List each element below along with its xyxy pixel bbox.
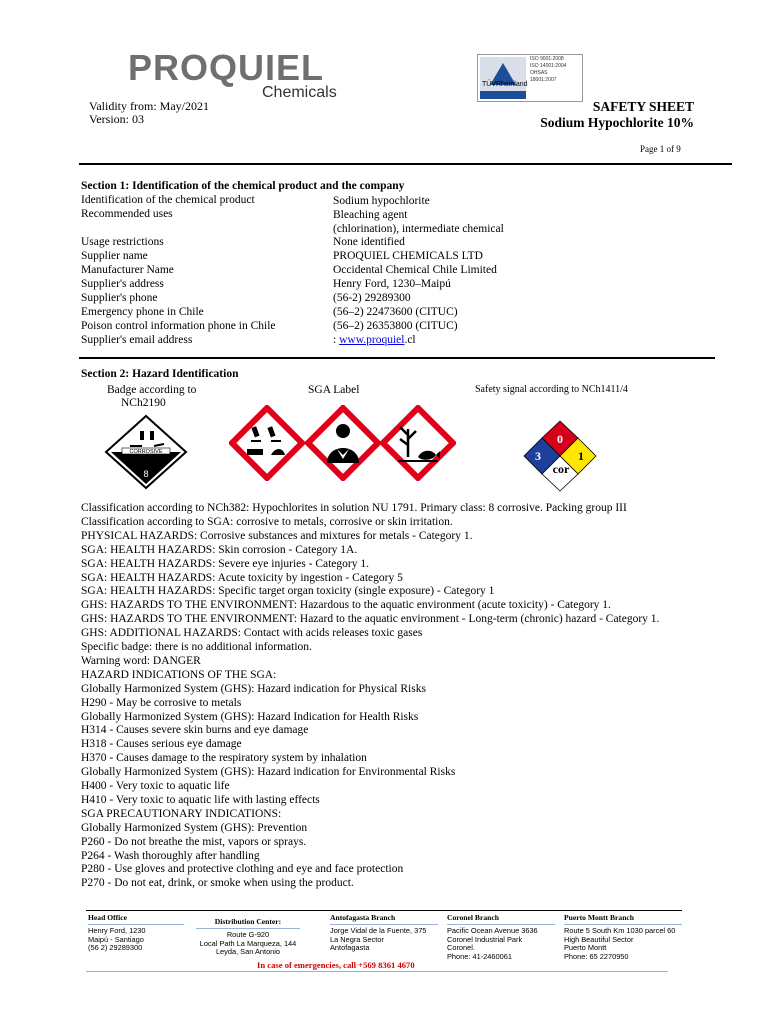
footer-line: Coronel.: [447, 943, 475, 953]
emergency-contact: In case of emergencies, call +569 8361 4670: [257, 960, 415, 970]
cert-line: ISO 9001:2008: [530, 56, 564, 62]
supplier-website-link[interactable]: www.proquiel: [339, 334, 405, 346]
signal-label: Safety signal according to NCh1411/4: [475, 384, 628, 395]
row-label: Supplier name: [81, 250, 148, 262]
footer-line: La Negra Sector: [330, 934, 384, 944]
footer-underline: [196, 928, 300, 929]
footer-distribution: [196, 918, 300, 957]
hazard-line: H400 - Very toxic to aquatic life: [81, 780, 230, 792]
hazard-line: SGA: HEALTH HAZARDS: Skin corrosion - Category 1A.: [81, 543, 358, 556]
row-value: None identified: [333, 236, 405, 248]
footer-line: Antofagasta: [330, 943, 370, 953]
row-value: (56-2) 29289300: [333, 292, 411, 304]
row-label: Recommended uses: [81, 208, 173, 220]
company-logo-subtitle: Chemicals: [262, 85, 337, 99]
hazard-line: Classification according to NCh382: Hypochlorites in solution NU 1791. Primary class: 8 corrosive. Packing group III: [81, 502, 627, 514]
tuv-name: TÜVRheinland: [482, 81, 528, 88]
corrosive-placard-icon: [104, 414, 188, 490]
footer-line: Maipú - Santiago: [88, 934, 144, 944]
hazard-line: SGA PRECAUTIONARY INDICATIONS:: [81, 807, 282, 820]
hazard-line: Specific badge: there is no additional information.: [81, 641, 312, 653]
footer-underline: [447, 924, 555, 925]
row-value: (56–2) 22473600 (CITUC): [333, 306, 458, 318]
hazard-line: H314 - Causes severe skin burns and eye damage: [81, 724, 309, 737]
footer-line: Puerto Montt: [564, 943, 607, 953]
row-value: Henry Ford, 1230–Maipú: [333, 278, 451, 290]
section-1-heading: Section 1: Identification of the chemical product and the company: [81, 180, 405, 192]
hazard-line: Classification according to SGA: corrosive to metals, corrosive or skin irritation.: [81, 515, 453, 528]
footer-line: High Beautiful Sector: [564, 934, 634, 944]
cert-line: ISO 14001:2004: [530, 63, 567, 69]
placard-text: CORROSIVE: [129, 449, 163, 455]
footer-line: Route G-920: [226, 930, 270, 940]
footer-line: (56 2) 29289300: [88, 943, 143, 953]
hazard-line: P264 - Wash thoroughly after handling: [81, 849, 260, 862]
ghs-environment-pictogram-icon: [380, 405, 456, 481]
tuv-logo: [480, 57, 526, 91]
footer-title: Puerto Montt Branch: [564, 913, 635, 922]
page-number: Page 1 of 9: [640, 144, 681, 154]
row-value: PROQUIEL CHEMICALS LTD: [333, 250, 483, 262]
row-value: (56–2) 26353800 (CITUC): [333, 320, 458, 332]
email-prefix: :: [333, 334, 340, 346]
hazard-line: GHS: ADDITIONAL HAZARDS: Contact with acids releases toxic gases: [81, 627, 423, 640]
hazard-line: HAZARD INDICATIONS OF THE SGA:: [81, 668, 277, 681]
row-value: Occidental Chemical Chile Limited: [333, 264, 497, 276]
row-value: (chlorination), intermediate chemical: [333, 223, 504, 235]
header-divider: [79, 163, 732, 165]
cert-line: 18001:2007: [530, 77, 557, 83]
footer-line: Phone: 65 2270950: [564, 951, 629, 961]
footer-line: Phone: 41-2460061: [447, 951, 512, 961]
document-title: [540, 99, 694, 131]
certification-badge: [477, 54, 583, 102]
hazard-line: PHYSICAL HAZARDS: Corrosive substances and mixtures for metals - Category 1.: [81, 529, 473, 542]
hazard-line: H318 - Causes serious eye damage: [81, 738, 242, 751]
company-logo: PROQUIEL: [128, 47, 325, 88]
ghs-corrosive-pictogram-icon: [229, 405, 305, 481]
hazard-line: GHS: HAZARDS TO THE ENVIRONMENT: Hazardous to the aquatic environment (acute toxicity) - Category 1.: [81, 599, 611, 612]
ghs-health-hazard-pictogram-icon: [305, 405, 381, 481]
validity-date: Validity from: May/2021: [89, 99, 209, 113]
footer-line: Henry Ford, 1230: [88, 926, 146, 936]
doc-title: SAFETY SHEET: [592, 99, 694, 114]
cert-line: OHSAS: [530, 70, 548, 76]
hazard-line: P270 - Do not eat, drink, or smoke when using the product.: [81, 877, 354, 890]
footer-line: Jorge Vidal de la Fuente, 375: [330, 926, 427, 936]
row-label: Poison control information phone in Chile: [81, 320, 276, 332]
row-label: Usage restrictions: [81, 236, 164, 248]
version: Version: 03: [89, 112, 144, 126]
footer-puerto-montt: [564, 914, 682, 961]
hazard-line: H410 - Very toxic to aquatic life with lasting effects: [81, 793, 320, 806]
footer-title: Head Office: [88, 913, 128, 922]
row-value: Bleaching agent: [333, 209, 408, 221]
hazard-line: Globally Harmonized System (GHS): Prevention: [81, 821, 308, 834]
sga-label: SGA Label: [308, 384, 360, 396]
row-label: Supplier's address: [81, 278, 164, 290]
footer-line: Coronel Industrial Park: [447, 934, 523, 944]
nfpa-health: 3: [535, 449, 541, 463]
email-label: Supplier's email address: [81, 334, 193, 346]
product-name: Sodium Hypochlorite 10%: [540, 115, 694, 130]
footer-coronel: [447, 914, 555, 961]
hazard-line: H370 - Causes damage to the respiratory system by inhalation: [81, 752, 367, 765]
hazard-line: SGA: HEALTH HAZARDS: Specific target organ toxicity (single exposure) - Category 1: [81, 585, 495, 598]
row-label: Supplier's phone: [81, 292, 158, 304]
footer-line: Route 5 South Km 1030 parcel 60: [564, 926, 676, 936]
footer-title: Coronel Branch: [447, 913, 499, 922]
hazard-line: P260 - Do not breathe the mist, vapors or sprays.: [81, 835, 307, 848]
footer-divider: [86, 910, 682, 911]
hazard-line: SGA: HEALTH HAZARDS: Acute toxicity by ingestion - Category 5: [81, 571, 403, 584]
hazard-line: SGA: HEALTH HAZARDS: Severe eye injuries - Category 1.: [81, 557, 369, 570]
footer-title: Distribution Center:: [214, 917, 282, 926]
email-suffix: .cl: [404, 334, 416, 346]
accreditation-bar: [480, 91, 526, 99]
document-meta: [89, 100, 209, 126]
row-value: Sodium hypochlorite: [333, 195, 430, 207]
hazard-line: H290 - May be corrosive to metals: [81, 696, 242, 709]
footer-bottom-rule: [86, 971, 668, 972]
footer-underline: [330, 924, 438, 925]
row-label: Identification of the chemical product: [81, 194, 255, 206]
footer-antofagasta: [330, 914, 438, 953]
section-2-heading: Section 2: Hazard Identification: [81, 368, 239, 380]
footer-line: Leyda, San Antonio: [215, 947, 281, 957]
hazard-line: P280 - Use gloves and protective clothing and eye and face protection: [81, 863, 404, 876]
nfpa-diamond-icon: [519, 420, 601, 492]
nfpa-flammability: 0: [557, 432, 563, 446]
footer-line: Pacific Ocean Avenue 3636: [447, 926, 538, 936]
row-label: Emergency phone in Chile: [81, 306, 204, 318]
hazard-line: Globally Harmonized System (GHS): Hazard indication for Environmental Risks: [81, 766, 456, 779]
footer-head-office: [88, 914, 184, 953]
nfpa-special: cor: [552, 462, 570, 476]
badge-label-standard: NCh2190: [121, 397, 166, 409]
placard-number: 8: [143, 469, 149, 479]
footer-underline: [564, 924, 682, 925]
section-divider: [79, 357, 715, 359]
email-value: [333, 334, 416, 347]
footer-underline: [88, 924, 184, 925]
hazard-line: Warning word: DANGER: [81, 654, 201, 667]
footer-line: Local Path La Marqueza, 144: [199, 938, 297, 948]
row-label: Manufacturer Name: [81, 264, 174, 276]
footer-title: Antofagasta Branch: [330, 913, 396, 922]
hazard-line: Globally Harmonized System (GHS): Hazard Indication for Health Risks: [81, 710, 419, 723]
hazard-line: GHS: HAZARDS TO THE ENVIRONMENT: Hazard to the aquatic environment - Long-term (chronic) hazard - Category 1.: [81, 613, 660, 626]
badge-label: Badge according to: [107, 384, 197, 396]
hazard-line: Globally Harmonized System (GHS): Hazard indication for Physical Risks: [81, 682, 426, 695]
nfpa-reactivity: 1: [578, 449, 584, 463]
